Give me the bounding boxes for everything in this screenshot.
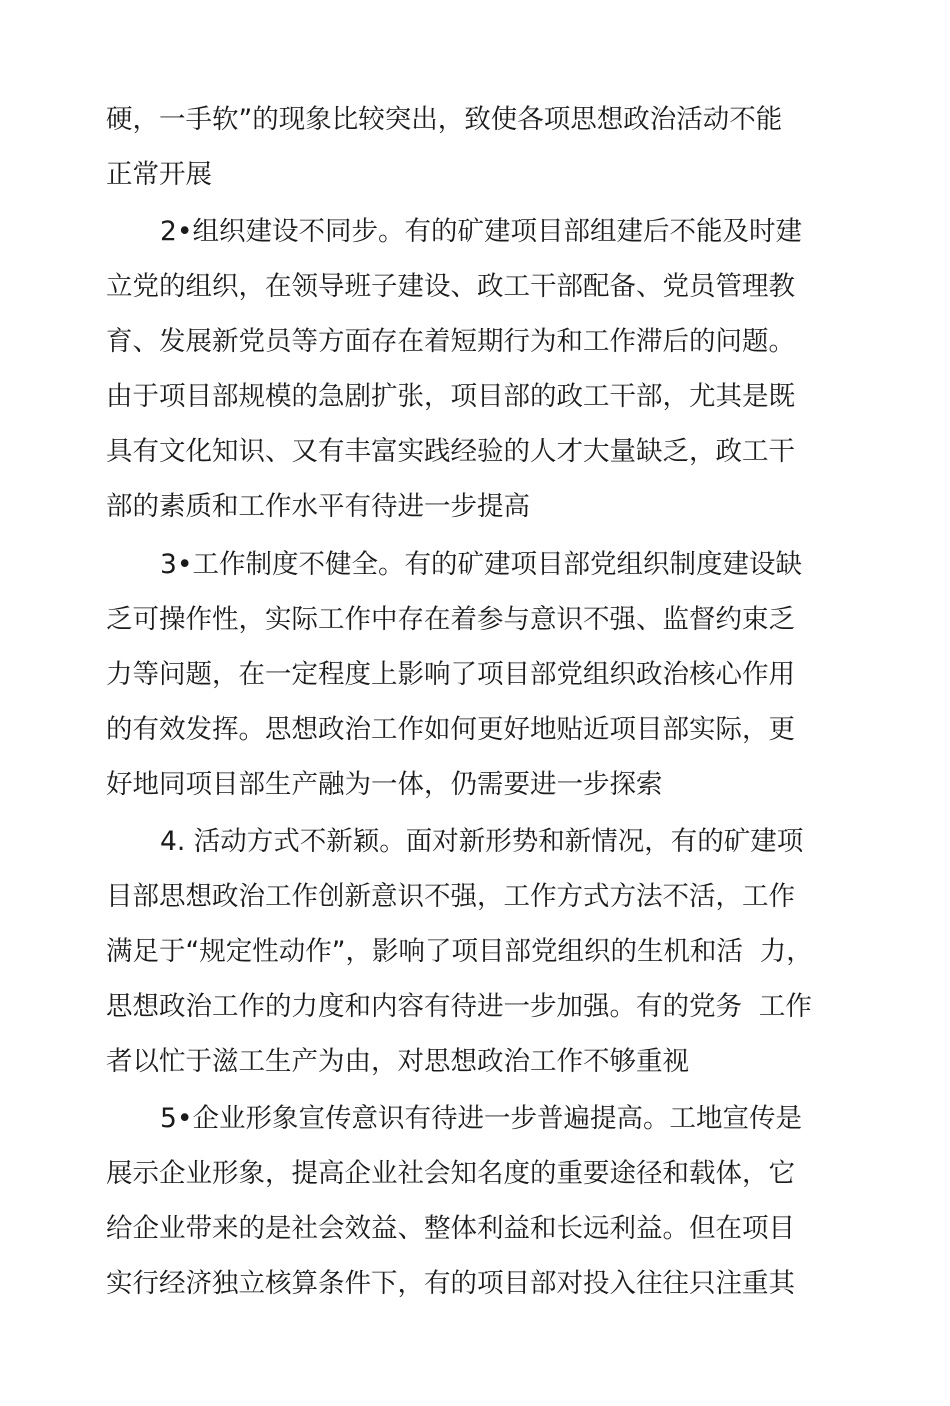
text-line: 的有效发挥。思想政治工作如何更好地贴近项目部实际，更 [106,714,795,745]
paragraph-4-first-line: 4. 活动方式不新颖。面对新形势和新情况，有的矿建项 [160,826,804,857]
text-line: 力等问题，在一定程度上影响了项目部党组织政治核心作用 [106,659,795,690]
text-line: 者以忙于滋工生产为由，对思想政治工作不够重视 [106,1046,689,1077]
text-line: 好地同项目部生产融为一体，仍需要进一步探索 [106,769,663,800]
paragraph-5-first-line: 5•企业形象宣传意识有待进一步普遍提高。工地宣传是 [160,1103,802,1134]
text-line: 满足于“规定性动作”，影响了项目部党组织的生机和活 力， [106,936,813,967]
text-line: 具有文化知识、又有丰富实践经验的人才大量缺乏，政工干 [106,436,795,467]
paragraph-2-first-line: 2•组织建设不同步。有的矿建项目部组建后不能及时建 [160,216,802,247]
text-line: 部的素质和工作水平有待进一步提高 [106,491,530,522]
text-line: 正常开展 [106,159,212,190]
paragraph-3-first-line: 3•工作制度不健全。有的矿建项目部党组织制度建设缺 [160,549,802,580]
text-line: 由于项目部规模的急剧扩张，项目部的政工干部，尤其是既 [106,381,795,412]
text-line: 硬，一手软”的现象比较突出，致使各项思想政治活动不能 [106,104,783,135]
text-line: 给企业带来的是社会效益、整体利益和长远利益。但在项目 [106,1213,795,1244]
text-line: 展示企业形象，提高企业社会知名度的重要途径和载体，它 [106,1158,795,1189]
text-line: 思想政治工作的力度和内容有待进一步加强。有的党务 工作 [106,991,812,1022]
text-line: 育、发展新党员等方面存在着短期行为和工作滞后的问题。 [106,326,795,357]
text-line: 目部思想政治工作创新意识不强，工作方式方法不活，工作 [106,881,795,912]
text-line: 立党的组织，在领导班子建设、政工干部配备、党员管理教 [106,271,795,302]
text-line: 实行经济独立核算条件下，有的项目部对投入往往只注重其 [106,1268,795,1299]
text-line: 乏可操作性，实际工作中存在着参与意识不强、监督约束乏 [106,604,795,635]
